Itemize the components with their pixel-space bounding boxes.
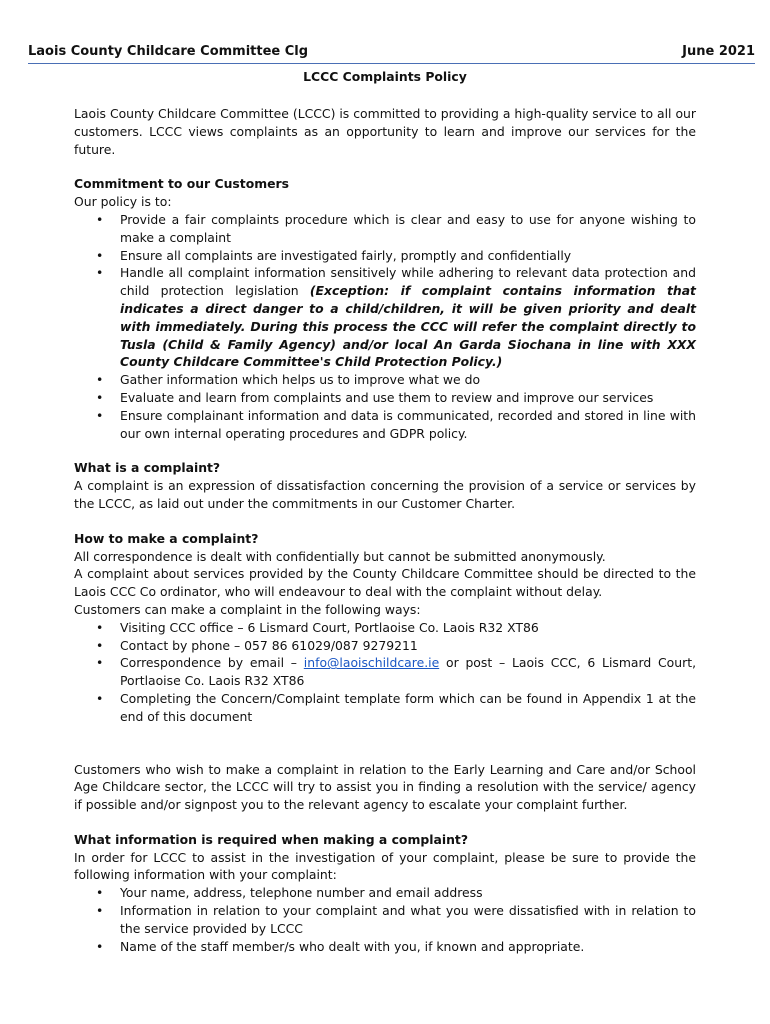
sector-paragraph: Customers who wish to make a complaint in relation to the Early Learning and Care and/or School Age Childcare sector, the LCCC will try to assist you in finding a resolution with the service/ agency if possible and/or signpost you to the relevant agency to escalate your complaint further. <box>74 761 696 813</box>
what-paragraph: A complaint is an expression of dissatisfaction concerning the provision of a service or services by the LCCC, as laid out under the commitments in our Customer Charter. <box>74 478 696 511</box>
list-item: • Visiting CCC office – 6 Lismard Court, Portlaoise Co. Laois R32 XT86 <box>74 619 696 637</box>
info-list <box>74 884 696 955</box>
list-item <box>74 264 696 371</box>
list-item: • Ensure complainant information and data is communicated, recorded and stored in line with our own internal operating procedures and GDPR policy. <box>74 407 696 443</box>
how-paragraph-1: All correspondence is dealt with confidentially but cannot be submitted anonymously. <box>74 548 606 564</box>
list-item-text: Handle all complaint information sensitively while adhering to relevant data protection and child protection legislation <box>120 265 696 299</box>
commitment-heading: Commitment to our Customers <box>74 176 290 192</box>
email-link[interactable]: info@laoischildcare.ie <box>303 655 440 671</box>
commitment-list <box>74 211 696 442</box>
child-protection-exception: (Exception: if complaint contains information that indicates a direct danger to a child/children, it will be given priority and dealt with immediately. During this process the CCC will refer the complaint directly to Tusla (Child & Family Agency) and/or local An Garda Siochana in line with XXX County Childcare Committee's Child Protection Policy.) <box>120 283 696 370</box>
list-item: • Information in relation to your complaint and what you were dissatisfied with in relation to the service provided by LCCC <box>74 902 696 938</box>
list-item: • Completing the Concern/Complaint template form which can be found in Appendix 1 at the end of this document <box>74 690 696 726</box>
document-body <box>74 105 696 955</box>
list-item: • Provide a fair complaints procedure which is clear and easy to use for anyone wishing to make a complaint <box>74 211 696 247</box>
contact-methods-list <box>74 619 696 726</box>
info-heading: What information is required when making a complaint? <box>74 831 469 847</box>
list-item: • Evaluate and learn from complaints and use them to review and improve our services <box>74 389 696 407</box>
list-item: • Gather information which helps us to improve what we do <box>74 371 696 389</box>
how-heading: How to make a complaint? <box>74 530 259 546</box>
commitment-lead: Our policy is to: <box>74 194 172 210</box>
list-item: • Name of the staff member/s who dealt with you, if known and appropriate. <box>74 938 696 956</box>
document-title: LCCC Complaints Policy <box>303 69 467 84</box>
list-item-text: or post – Laois CCC, 6 Lismard Court, Portlaoise Co. Laois R32 XT86 <box>120 655 697 689</box>
list-item: • Ensure all complaints are investigated fairly, promptly and confidentially <box>74 247 696 265</box>
how-paragraph-3: Customers can make a complaint in the following ways: <box>74 601 421 617</box>
document-date: June 2021 <box>682 44 755 59</box>
what-heading: What is a complaint? <box>74 460 221 476</box>
intro-paragraph: Laois County Childcare Committee (LCCC) is committed to providing a high-quality service to all our customers. LCCC views complaints as an opportunity to learn and improve our services for the future. <box>74 106 696 157</box>
list-item: • Your name, address, telephone number and email address <box>74 884 696 902</box>
how-paragraph-2: A complaint about services provided by the County Childcare Committee should be directed to the Laois CCC Co ordinator, who will endeavour to deal with the complaint without delay. <box>74 566 696 600</box>
list-item: • Contact by phone – 057 86 61029/087 9279211 <box>74 637 696 655</box>
info-paragraph: In order for LCCC to assist in the investigation of your complaint, please be sure to provide the following information with your complaint: <box>74 849 696 883</box>
list-item <box>74 654 696 690</box>
organization-name: Laois County Childcare Committee Clg <box>28 44 309 59</box>
page-header <box>28 44 755 64</box>
list-item-text: Correspondence by email – <box>120 655 304 671</box>
